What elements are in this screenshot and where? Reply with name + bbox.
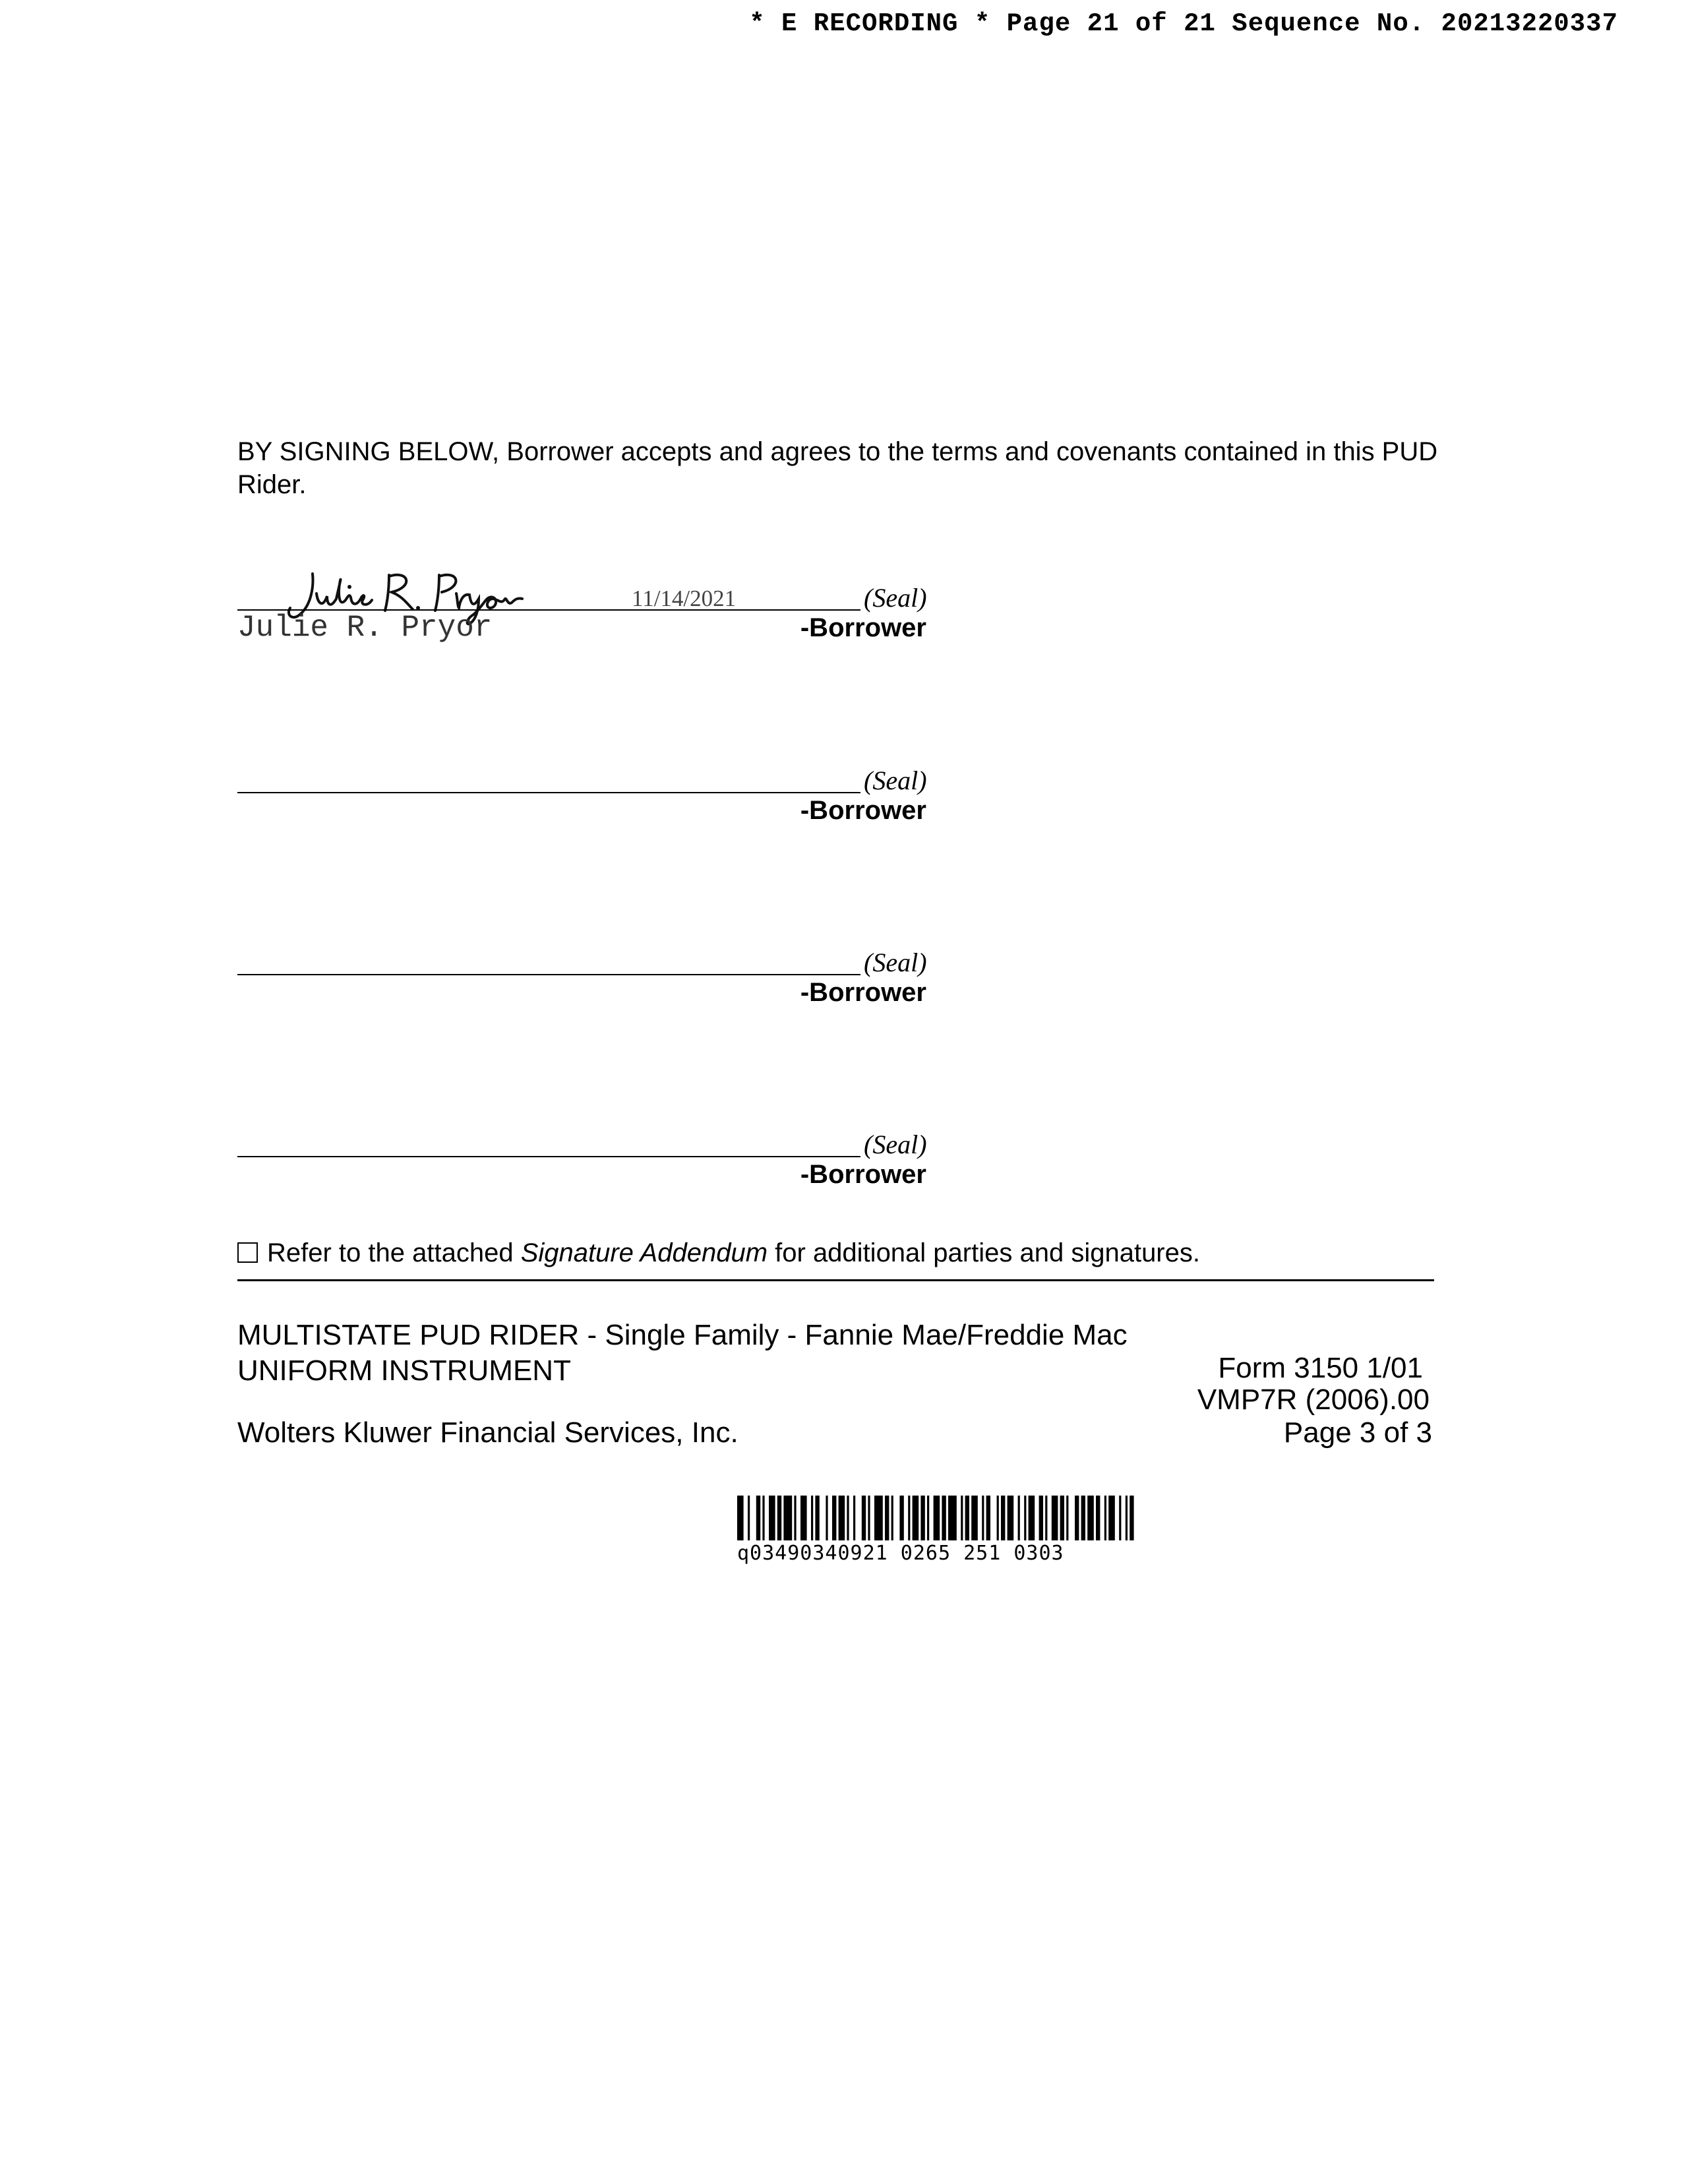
borrower-role-label: -Borrower	[800, 1160, 926, 1189]
signer-name: Julie R. Pryor	[237, 611, 493, 645]
company-name: Wolters Kluwer Financial Services, Inc.	[237, 1416, 738, 1449]
footer-divider	[237, 1279, 1434, 1281]
recording-header: * E RECORDING * Page 21 of 21 Sequence No. 20213220337	[749, 9, 1618, 38]
signature-line	[237, 974, 860, 975]
addendum-text-before: Refer to the attached	[267, 1238, 521, 1267]
vmp-code: VMP7R (2006).00	[1197, 1383, 1430, 1416]
seal-label: (Seal)	[864, 766, 927, 795]
seal-label: (Seal)	[864, 583, 927, 613]
signature-line	[237, 792, 860, 793]
borrower-role-label: -Borrower	[800, 796, 926, 825]
instrument-label: UNIFORM INSTRUMENT	[237, 1354, 571, 1387]
borrower-role-label: -Borrower	[800, 613, 926, 642]
borrower-role-label: -Borrower	[800, 978, 926, 1007]
signature-date: 11/14/2021	[632, 586, 737, 611]
addendum-checkbox[interactable]	[237, 1242, 258, 1263]
signature-line	[237, 1156, 860, 1157]
document-barcode	[737, 1496, 1212, 1540]
barcode-number: q03490340921 0265 251 0303	[737, 1542, 1064, 1565]
form-number: Form 3150 1/01	[1218, 1352, 1423, 1384]
addendum-text-after: for additional parties and signatures.	[768, 1238, 1200, 1267]
form-title: MULTISTATE PUD RIDER - Single Family - Fannie Mae/Freddie Mac	[237, 1319, 1128, 1351]
seal-label: (Seal)	[864, 1130, 927, 1159]
seal-label: (Seal)	[864, 948, 927, 977]
signing-statement: BY SIGNING BELOW, Borrower accepts and agrees to the terms and covenants contained in this PUD Rider.	[237, 437, 1438, 499]
addendum-text-italic: Signature Addendum	[520, 1238, 768, 1267]
signature-addendum-note	[237, 1238, 1200, 1268]
page-number: Page 3 of 3	[1283, 1416, 1432, 1449]
